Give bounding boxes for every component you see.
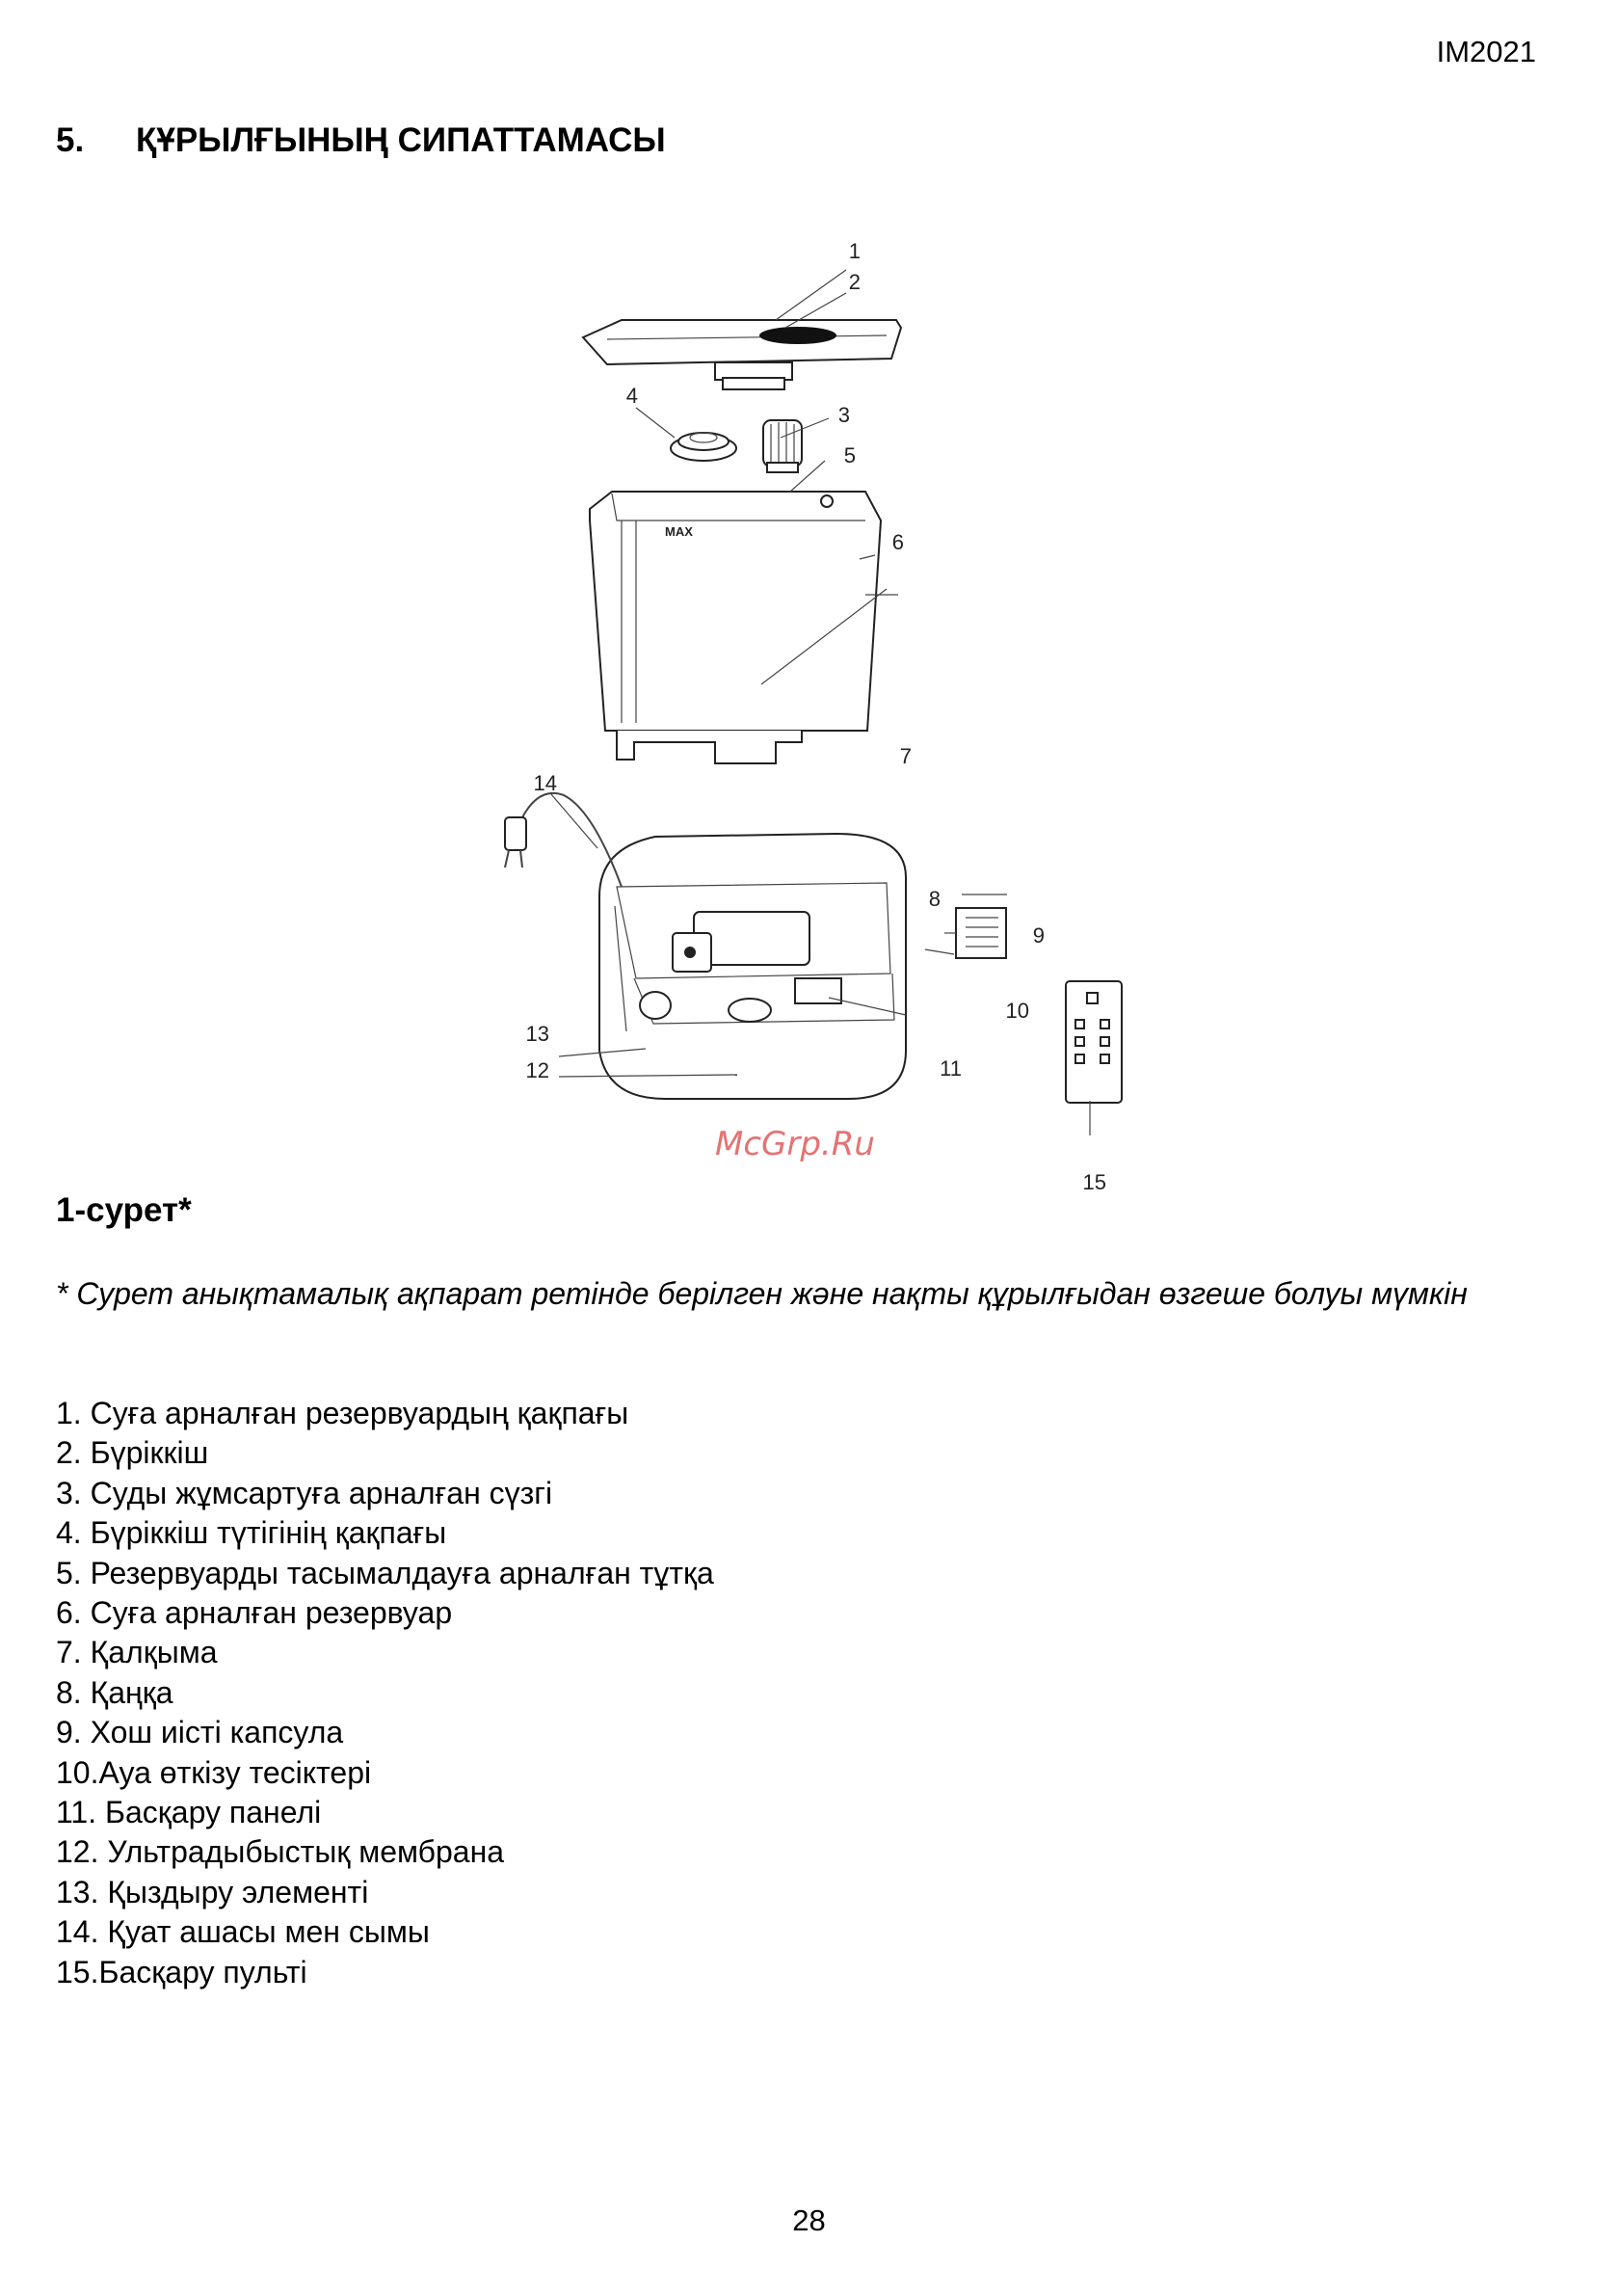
nozzle-cap-part (671, 433, 736, 461)
model-number: IM2021 (1436, 35, 1536, 68)
callout-3: 3 (837, 403, 850, 427)
parts-list (56, 1394, 714, 1992)
list-item: 11. Басқару панелі (56, 1795, 322, 1830)
list-item: 7. Қалқыма (56, 1635, 218, 1670)
list-item: 15.Басқару пульті (56, 1954, 307, 1989)
watermark: McGrp.Ru (715, 1125, 875, 1163)
section-title: ҚҰРЫЛҒЫНЫҢ СИПАТТАМАСЫ (136, 121, 666, 159)
figure-caption: 1-сурет* (56, 1191, 192, 1229)
tank-part (590, 492, 881, 763)
list-item: 10.Ауа өткізу тесіктері (56, 1754, 372, 1790)
base-part (599, 834, 906, 1099)
list-item: 3. Суды жұмсартуға арналған сүзгі (56, 1475, 553, 1510)
callout-1: 1 (848, 239, 861, 263)
list-item: 9. Хош иісті капсула (56, 1715, 344, 1750)
callout-2: 2 (848, 270, 861, 294)
list-item: 5. Резервуарды тасымалдауға арналған тұтқа (56, 1555, 714, 1590)
list-item: 4. Бүріккіш түтігінің қақпағы (56, 1515, 447, 1551)
lid-part (583, 320, 901, 389)
callout-9: 9 (1032, 923, 1045, 948)
section-heading (56, 121, 666, 160)
callout-4: 4 (625, 384, 638, 408)
remote-part (1066, 981, 1122, 1103)
callout-12: 12 (525, 1058, 549, 1082)
list-item: 6. Суға арналған резервуар (56, 1595, 453, 1631)
list-item: 2. Бүріккіш (56, 1435, 209, 1471)
callout-7: 7 (899, 744, 912, 768)
list-item: 14. Қуат ашасы мен сымы (56, 1914, 430, 1950)
list-item: 1. Суға арналған резервуардың қақпағы (56, 1396, 629, 1430)
callout-8: 8 (928, 887, 941, 911)
callout-11: 11 (940, 1056, 962, 1081)
list-item: 12. Ультрадыбыстық мембрана (56, 1834, 505, 1870)
aroma-capsule-part (944, 908, 1006, 958)
filter-part (763, 420, 802, 472)
callout-10: 10 (1005, 999, 1029, 1023)
tank-max-label: MAX (665, 524, 693, 539)
page-number: 28 (792, 2203, 826, 2237)
callout-6: 6 (891, 530, 904, 554)
section-number: 5. (56, 121, 85, 159)
callout-5: 5 (843, 443, 856, 467)
callout-15: 15 (1082, 1170, 1106, 1194)
device-diagram (463, 231, 1195, 1205)
list-item: 8. Қаңқа (56, 1674, 173, 1710)
list-item: 13. Қыздыру элементі (56, 1874, 369, 1909)
sprayer-part (759, 327, 836, 344)
figure-note: * Сурет анықтамалық ақпарат ретінде берілген және нақты құрылғыдан өзгеше болуы мүмкін (56, 1276, 1468, 1311)
callout-14: 14 (533, 771, 557, 795)
callout-13: 13 (525, 1022, 549, 1046)
